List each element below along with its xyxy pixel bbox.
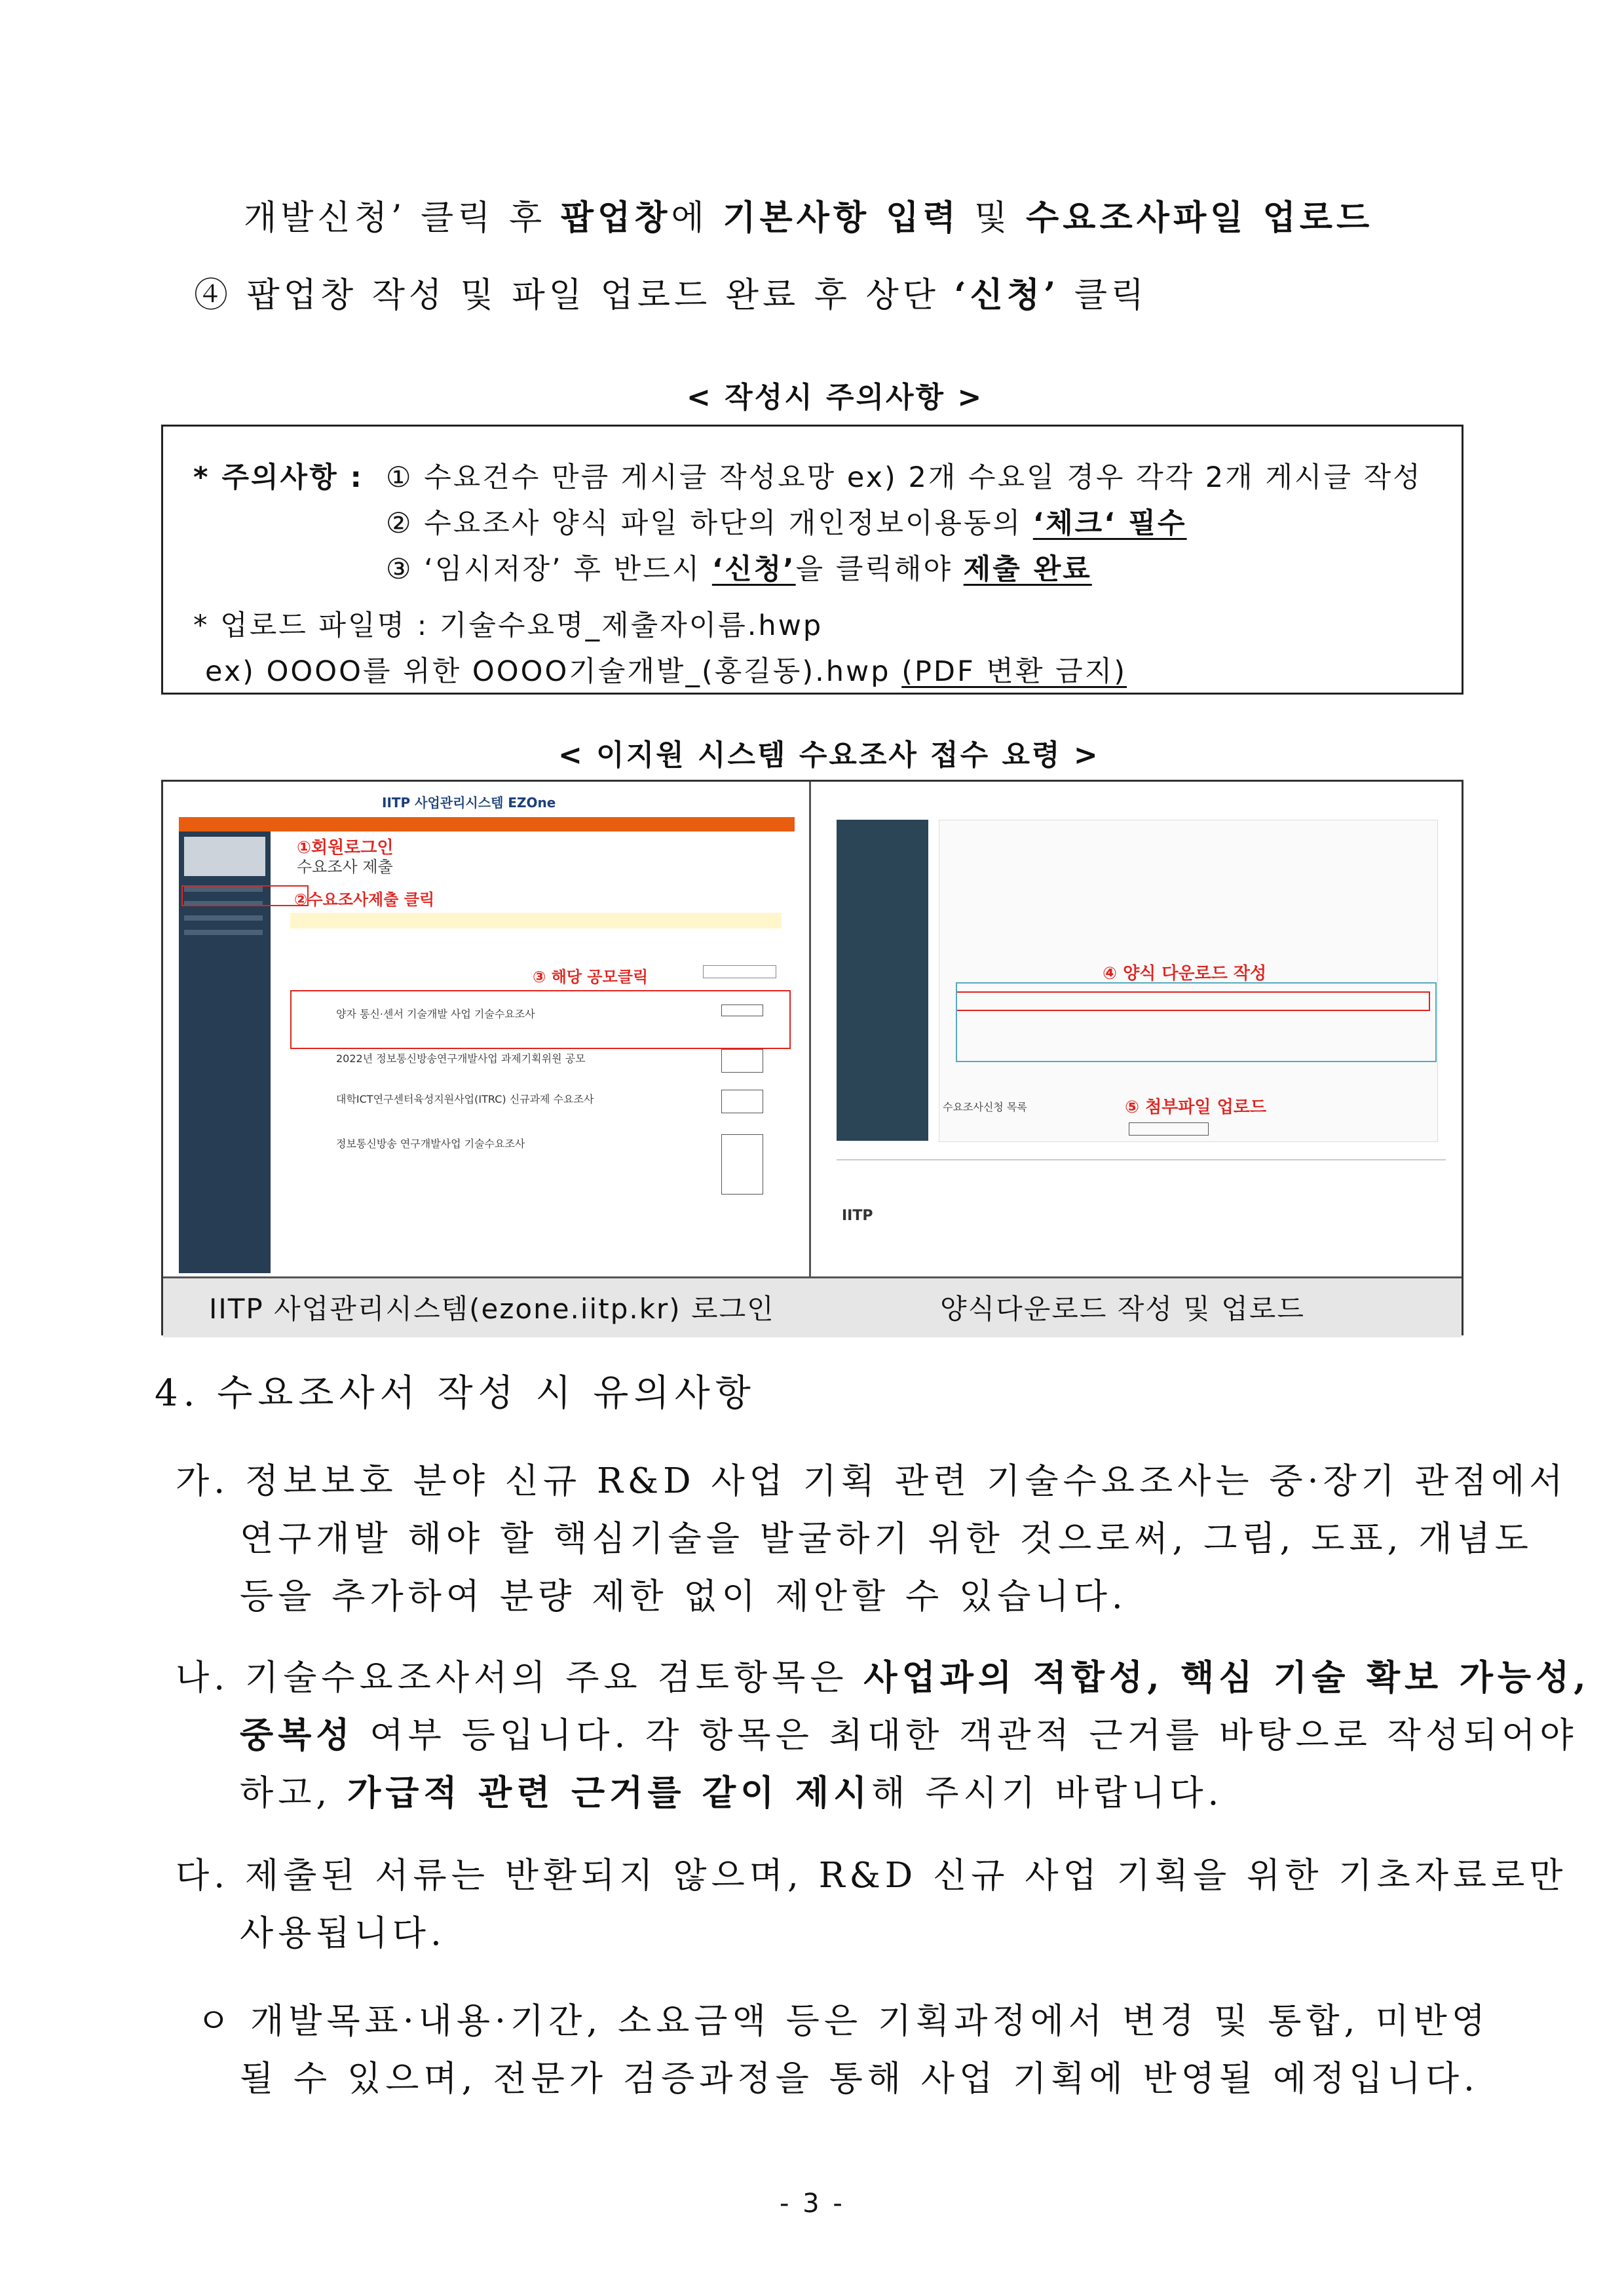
attachment-panel[interactable] [956,982,1437,1062]
intro-text: 개발신청’ 클릭 후 [244,199,561,238]
caution-text: ③ ‘임시저장’ 후 반드시 [386,553,712,586]
step5-label: ⑤ 첨부파일 업로드 [1125,1098,1266,1117]
left-screenshot [179,788,795,1273]
caution-submit-complete: 제출 완료 [963,553,1092,586]
left-caption: IITP 사업관리시스템(ezone.iitp.kr) 로그인 [209,1293,775,1325]
list-label: 수요조사신청 목록 [943,1101,1027,1113]
intro-line-2 [194,267,1148,316]
intro-line-1 [244,190,1373,239]
step-number: ④ [194,276,233,315]
orange-nav-bar[interactable] [179,817,795,832]
caption-row [163,1276,1462,1337]
user-panel [184,837,265,876]
upload-button[interactable] [1129,1122,1209,1136]
list-row-title[interactable]: 정보통신방송 연구개발사업 기술수요조사 [336,1138,525,1150]
system-screenshot-table [161,780,1463,1335]
highlight-box [181,885,309,906]
para-da-2: 사용됩니다. [240,1913,446,1953]
apply-button[interactable] [721,1004,763,1016]
no-pdf-note: (PDF 변환 금지) [901,655,1127,688]
intro-bold-upload: 수요조사파일 업로드 [1026,198,1374,238]
step1-label: ①회원로그인 [297,838,394,858]
dark-sidebar [837,820,928,1141]
filter-button[interactable] [703,965,776,978]
para-text: 여부 등입니다. 각 항목은 최대한 객관적 근거를 바탕으로 작성되어야 [354,1715,1578,1755]
list-row-title[interactable]: 대학ICT연구센터육성지원사업(ITRC) 신규과제 수요조사 [336,1093,594,1105]
caution-item-1: ① 수요건수 만큼 게시글 작성요망 ex) 2개 수요일 경우 각각 2개 게시글 작성 [386,461,1422,494]
para-da-1: 다. 제출된 서류는 반환되지 않으며, R&D 신규 사업 기획을 위한 기초자료로만 [176,1856,1568,1896]
notice-box [161,425,1463,695]
caution-item-2 [386,501,1187,541]
upload-example [205,649,1127,689]
page-number: - 3 - [780,2189,845,2219]
caution-text: ② 수요조사 양식 파일 하단의 개인정보이용동의 [386,507,1033,540]
intro-bold-popup: 팝업창 [560,198,671,238]
para-text: 해 주시기 바랍니다. [871,1773,1224,1813]
caution-text: 을 클릭해야 [795,553,964,586]
para-na-1 [176,1650,1591,1700]
caution-label: * 주의사항 : [193,461,364,494]
ezone-site-title: IITP 사업관리시스템 EZOne [382,795,556,811]
step4-label: ④ 양식 다운로드 작성 [1103,964,1267,984]
footer-logo: IITP [842,1208,873,1224]
para-na-3 [240,1765,1223,1815]
apply-button[interactable] [721,1134,763,1195]
notice-banner [290,913,782,928]
intro-text: 클릭 [1059,276,1148,315]
para-bold: 가급적 관련 근거를 같이 제시 [347,1772,872,1813]
upload-example-text: ex) OOOO를 위한 OOOO기술개발_(홍길동).hwp [205,655,902,688]
list-row-title[interactable]: 양자 통신·센서 기술개발 사업 기술수요조사 [336,1008,535,1020]
bullet-o-2: 될 수 있으며, 전문가 검증과정을 통해 사업 기획에 반영될 예정입니다. [240,2059,1479,2099]
step3-label: ③ 해당 공모클릭 [533,968,649,986]
step2-label: ②수요조사제출 클릭 [294,890,435,909]
notice-title: < 작성시 주의사항 > [687,381,984,414]
intro-text: 에 [671,199,723,238]
caution-apply: ‘신청’ [711,553,796,586]
para-ga-3: 등을 추가하여 분량 제한 없이 제안할 수 있습니다. [240,1577,1127,1617]
right-screenshot [821,788,1450,1273]
sidebar-item[interactable] [184,915,263,921]
page-heading: 수요조사 제출 [297,858,393,876]
intro-text: 및 [959,199,1027,238]
right-caption: 양식다운로드 작성 및 업로드 [940,1293,1305,1325]
list-row-title[interactable]: 2022년 정보통신방송연구개발사업 과제기획위원 공모 [336,1052,586,1065]
apply-button[interactable] [721,1090,763,1113]
sidebar-item[interactable] [184,930,263,935]
caution-item-3 [386,547,1092,587]
intro-bold-apply: ‘신청’ [954,275,1060,315]
para-bold: 사업과의 적합성, 핵심 기술 확보 가능성, [863,1657,1591,1698]
para-bold: 중복성 [240,1715,354,1755]
para-text: 하고, [240,1773,348,1813]
intro-text: 팝업창 작성 및 파일 업로드 완료 후 상단 [232,276,954,315]
column-divider [809,782,811,1333]
section-heading: 4. 수요조사서 작성 시 유의사항 [155,1372,756,1415]
upload-filename-rule: * 업로드 파일명 : 기술수요명_제출자이름.hwp [193,609,823,642]
caution-check-required: ‘체크‘ 필수 [1032,507,1187,540]
para-text: 나. 기술수요조사서의 주요 검토항목은 [176,1658,864,1698]
footer-divider [837,1159,1446,1160]
para-ga-2: 연구개발 해야 할 핵심기술을 발굴하기 위한 것으로써, 그림, 도표, 개념도 [240,1519,1533,1559]
system-title: < 이지원 시스템 수요조사 접수 요령 > [558,738,1100,772]
para-ga-1: 가. 정보보호 분야 신규 R&D 사업 기획 관련 기술수요조사는 중·장기 관점에서 [176,1461,1568,1501]
bullet-o-1: ㅇ 개발목표·내용·기간, 소요금액 등은 기획과정에서 변경 및 통합, 미반영 [197,2001,1490,2041]
para-na-2 [240,1708,1578,1757]
apply-button[interactable] [721,1049,763,1073]
intro-bold-basic-input: 기본사항 입력 [723,198,960,238]
